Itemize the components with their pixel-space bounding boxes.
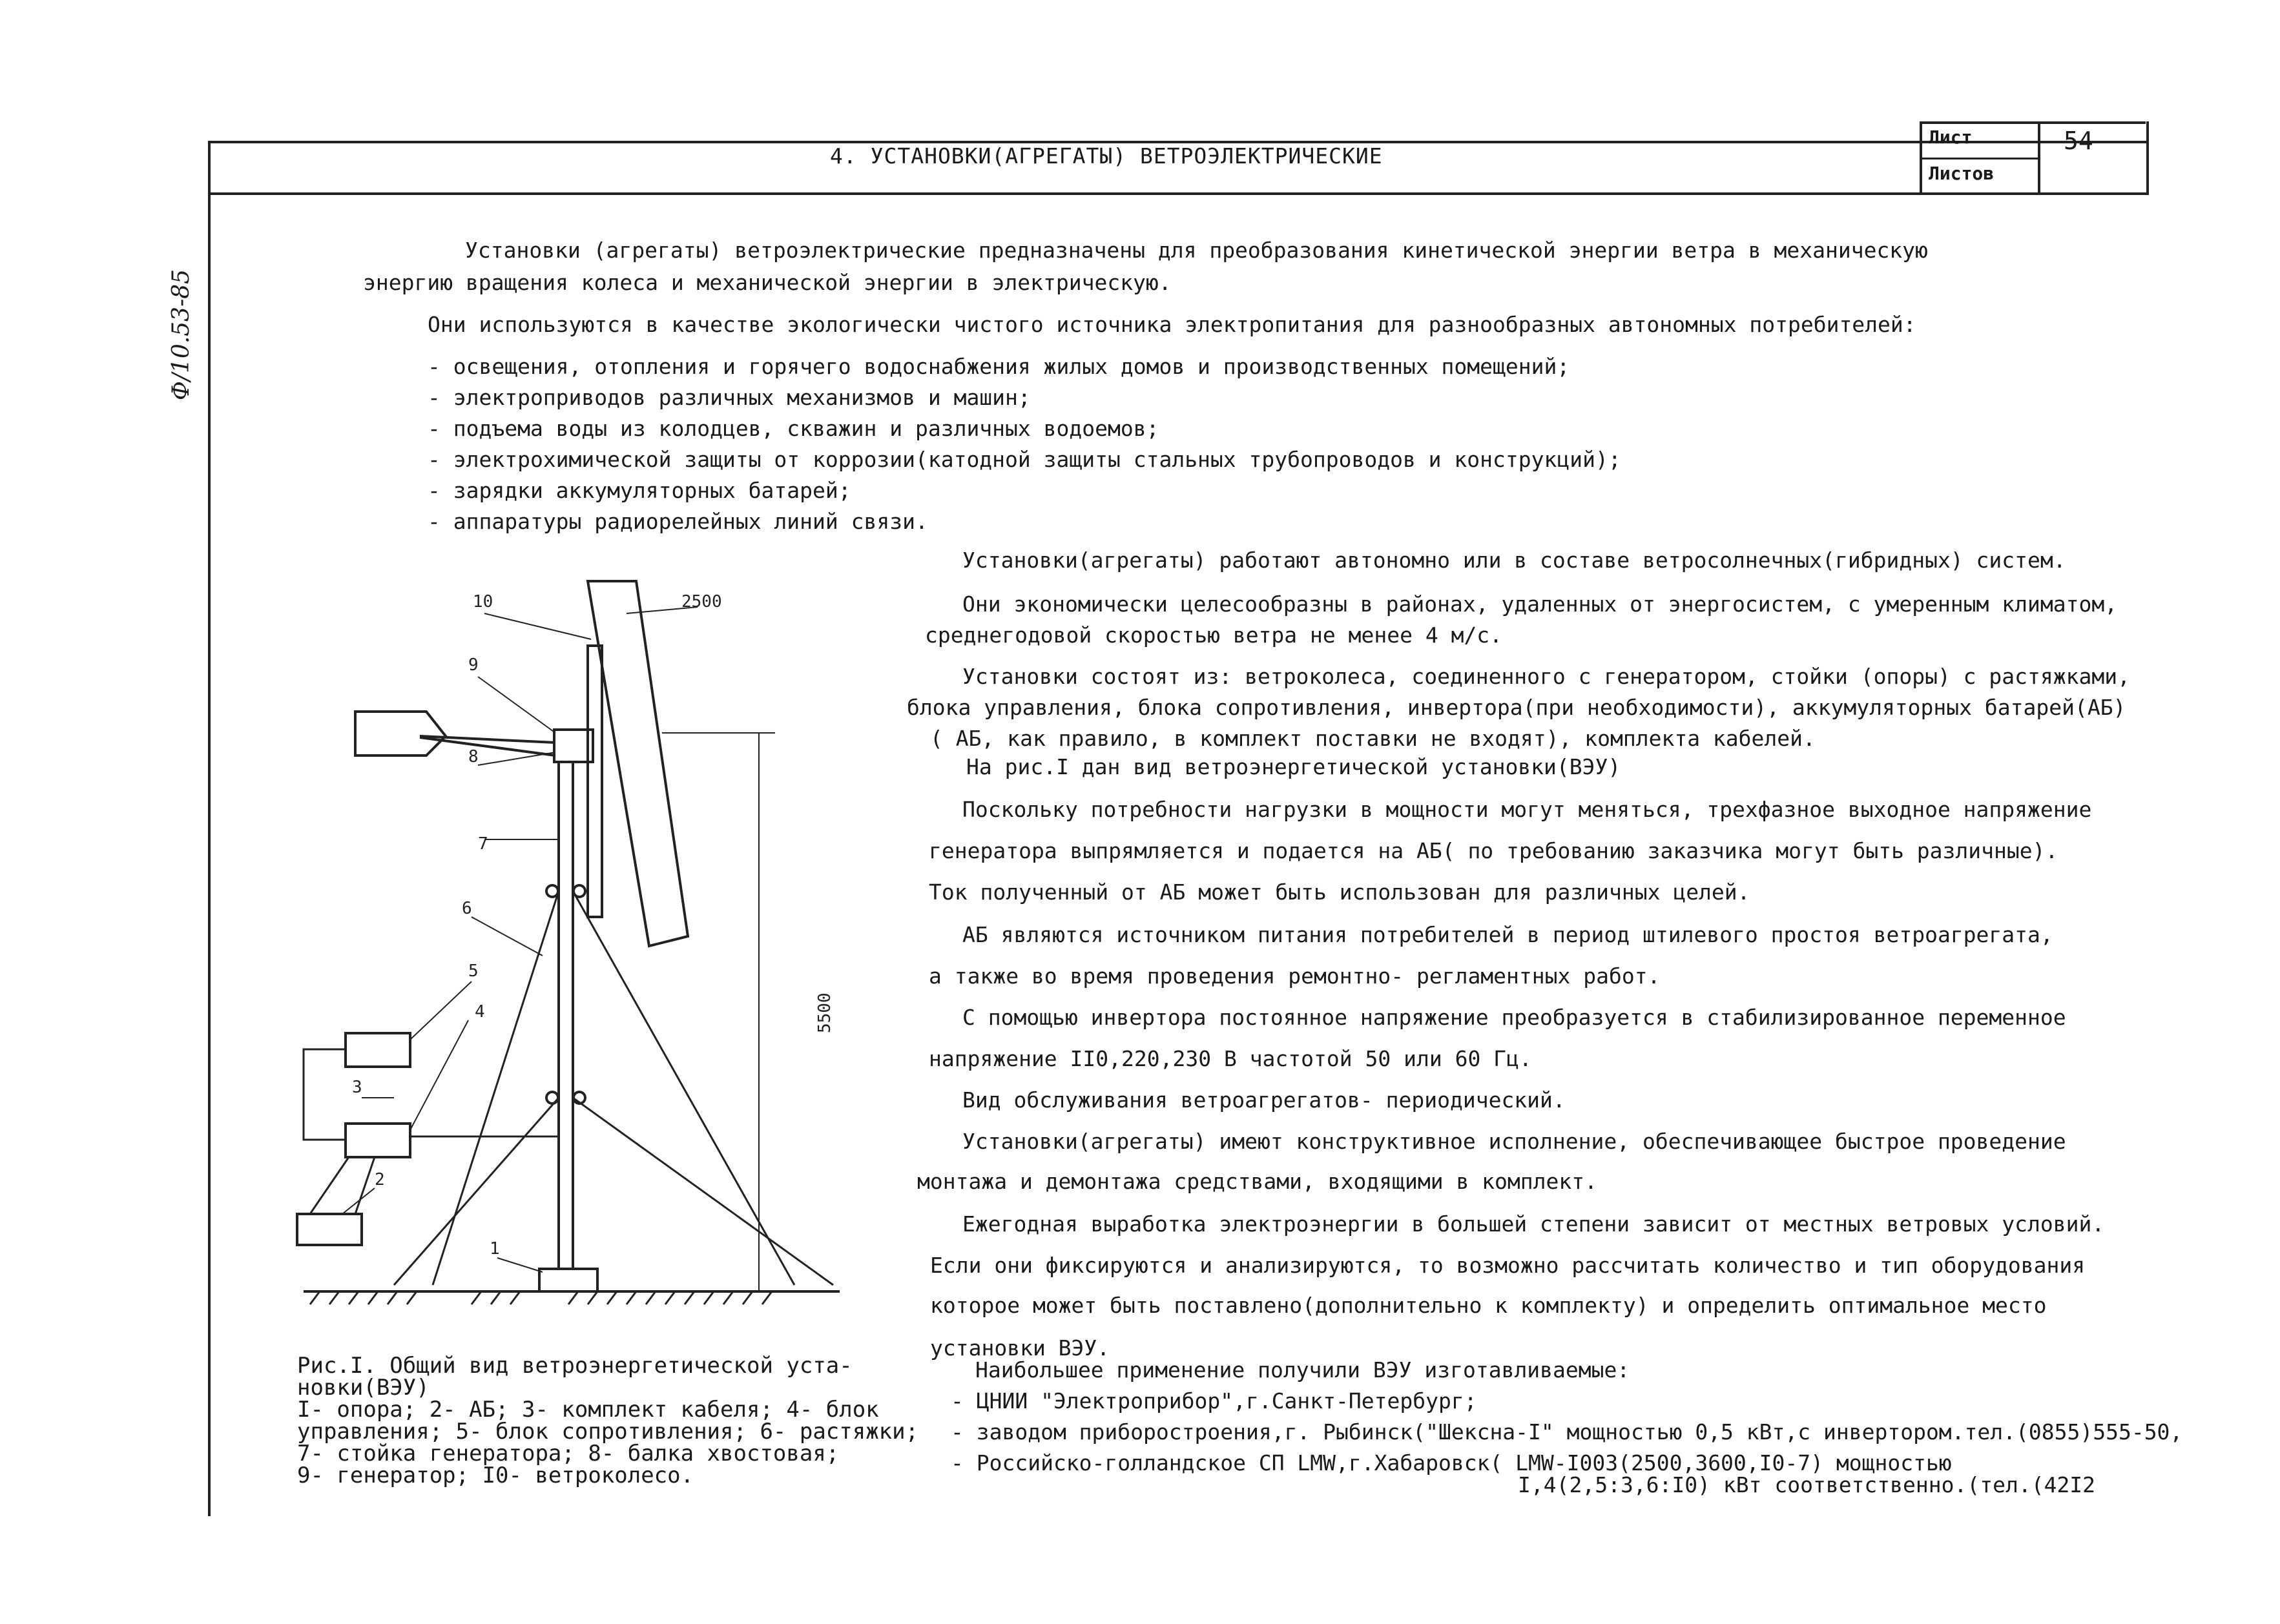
list-item: - заводом приборостроения,г. Рыбинск("Шексна-I" мощностью 0,5 кВт,с инвертором.тел.(0855)555-50, [951, 1419, 2183, 1444]
body-line: Вид обслуживания ветроагрегатов- периодический. [962, 1087, 1566, 1113]
body-line: которое может быть поставлено(дополнительно к комплекту) и определить оптимальное место [930, 1293, 2047, 1318]
sheet-label: Лист [1929, 127, 1973, 148]
rotor-shaft [588, 646, 602, 917]
body-line: Поскольку потребности нагрузки в мощности могут меняться, трехфазное выходное напряжение [962, 797, 2092, 822]
label-4: 4 [475, 1002, 485, 1022]
guy-anchor [574, 885, 585, 897]
intro-line: Они используются в качестве экологически чистого источника электропитания для разнообразных автономных потребителей: [428, 312, 1916, 337]
frame-left-border [208, 141, 211, 1516]
label-7: 7 [478, 834, 488, 854]
guy-anchor [546, 1092, 558, 1104]
page-title: 4. УСТАНОВКИ(АГРЕГАТЫ) ВЕТРОЭЛЕКТРИЧЕСКИЕ [830, 143, 1383, 169]
body-line: генератора выпрямляется и подается на АБ( по требованию заказчика могут быть различные). [929, 838, 2058, 863]
caption-line: 7- стойка генератора; 8- балка хвостовая; [297, 1441, 840, 1466]
body-line: Ток полученный от АБ может быть использован для различных целей. [929, 879, 1750, 905]
side-stamp: Ф/10.53-85 [168, 269, 194, 400]
generator-mast [559, 762, 573, 1269]
control-block [346, 1124, 410, 1157]
frame-right-border [2146, 121, 2149, 194]
list-item: - освещения, отопления и горячего водоснабжения жилых домов и производственных помещений; [428, 354, 1570, 379]
sheet-number: 54 [2064, 127, 2093, 155]
figure-caption [297, 1355, 918, 1486]
body-line: монтажа и демонтажа средствами, входящими в комплект. [917, 1169, 1597, 1194]
body-line: среднегодовой скоростью ветра не менее 4 м/с. [925, 622, 1503, 648]
body-line: Ежегодная выработка электроэнергии в большей степени зависит от местных ветровых условий. [962, 1211, 2105, 1237]
body-line: Если они фиксируются и анализируются, то возможно рассчитать количество и тип оборудования [930, 1253, 2086, 1278]
body-line: АБ являются источником питания потребителей в период штилевого простоя ветроагрегата, [962, 922, 2053, 947]
body-line: ( АБ, как правило, в комплект поставки не входят), комплекта кабелей. [930, 726, 1816, 751]
body-line: С помощью инвертора постоянное напряжение преобразуется в стабилизированное переменное [962, 1005, 2066, 1030]
list-item: - электроприводов различных механизмов и машин; [428, 385, 1031, 410]
label-9: 9 [468, 655, 479, 675]
ground-hatching [310, 1291, 772, 1304]
sheets-label: Листов [1929, 163, 1995, 184]
wind-turbine-figure [284, 568, 898, 1317]
label-10: 10 [473, 592, 493, 612]
body-line: Они экономически целесообразны в районах, удаленных от энергосистем, с умеренным климатом, [962, 591, 2118, 617]
tail-vane [355, 712, 446, 755]
list-item: - зарядки аккумуляторных батарей; [428, 478, 851, 503]
label-6: 6 [462, 899, 472, 918]
intro-line: энергию вращения колеса и механической энергии в электрическую. [363, 270, 1172, 295]
caption-line: 9- генератор; I0- ветроколесо. [297, 1463, 694, 1488]
intro-line: Установки (агрегаты) ветроэлектрические предназначены для преобразования кинетической энергии ветра в механическую [465, 238, 1928, 263]
list-item: - Российско-голландское СП LMW,г.Хабаровск( LMW-I003(2500,3600,I0-7) мощностью [951, 1450, 1952, 1475]
body-line: установки ВЭУ. [930, 1335, 1110, 1361]
guy-wires [394, 891, 833, 1285]
body-line: Установки(агрегаты) имеют конструктивное исполнение, обеспечивающее быстрое проведение [962, 1129, 2066, 1154]
caption-line: управления; 5- блок сопротивления; 6- растяжки; [297, 1419, 919, 1444]
dim-height-label: 5500 [815, 992, 834, 1033]
caption-line: новки(ВЭУ) [297, 1375, 430, 1401]
label-1: 1 [490, 1239, 500, 1259]
cable-kit [304, 1049, 559, 1214]
caption-line: I- опора; 2- АБ; 3- комплект кабеля; 4- блок [297, 1397, 879, 1423]
list-item: - электрохимической защиты от коррозии(катодной защиты стальных трубопроводов и конструкций); [428, 447, 1621, 472]
battery-block [297, 1214, 362, 1245]
title-block-divider [208, 192, 2149, 195]
body-line: I,4(2,5:3,6:I0) кВт соответственно.(тел.(42I2 [1518, 1472, 2096, 1497]
caption-line: Рис.I. Общий вид ветроэнергетической уста- [297, 1353, 853, 1379]
list-item: - аппаратуры радиорелейных линий связи. [428, 509, 928, 534]
label-2: 2 [375, 1170, 385, 1189]
list-item: - ЦНИИ "Электроприбор",г.Санкт-Петербург; [951, 1388, 1477, 1413]
body-line: а также во время проведения ремонтно- регламентных работ. [929, 963, 1661, 989]
body-line: Установки(агрегаты) работают автономно или в составе ветросолнечных(гибридных) систем. [962, 548, 2066, 573]
label-3: 3 [352, 1078, 362, 1097]
body-line: На рис.I дан вид ветроэнергетической установки(ВЭУ) [966, 754, 1621, 779]
guy-anchor [546, 885, 558, 897]
body-line: Установки состоят из: ветроколеса, соединенного с генератором, стойки (опоры) с растяжками, [962, 664, 2130, 689]
list-item: - подъема воды из колодцев, скважин и различных водоемов; [428, 416, 1159, 441]
resistance-block [346, 1033, 410, 1067]
body-line: блока управления, блока сопротивления, инвертора(при необходимости), аккумуляторных батарей(АБ) [907, 695, 2126, 720]
body-line: напряжение II0,220,230 В частотой 50 или 60 Гц. [929, 1046, 1532, 1071]
label-8: 8 [468, 747, 479, 766]
body-line: Наибольшее применение получили ВЭУ изготавливаемые: [975, 1357, 1630, 1382]
dim-top-label: 2500 [681, 592, 722, 612]
label-5: 5 [468, 961, 479, 981]
support-base [539, 1269, 597, 1291]
